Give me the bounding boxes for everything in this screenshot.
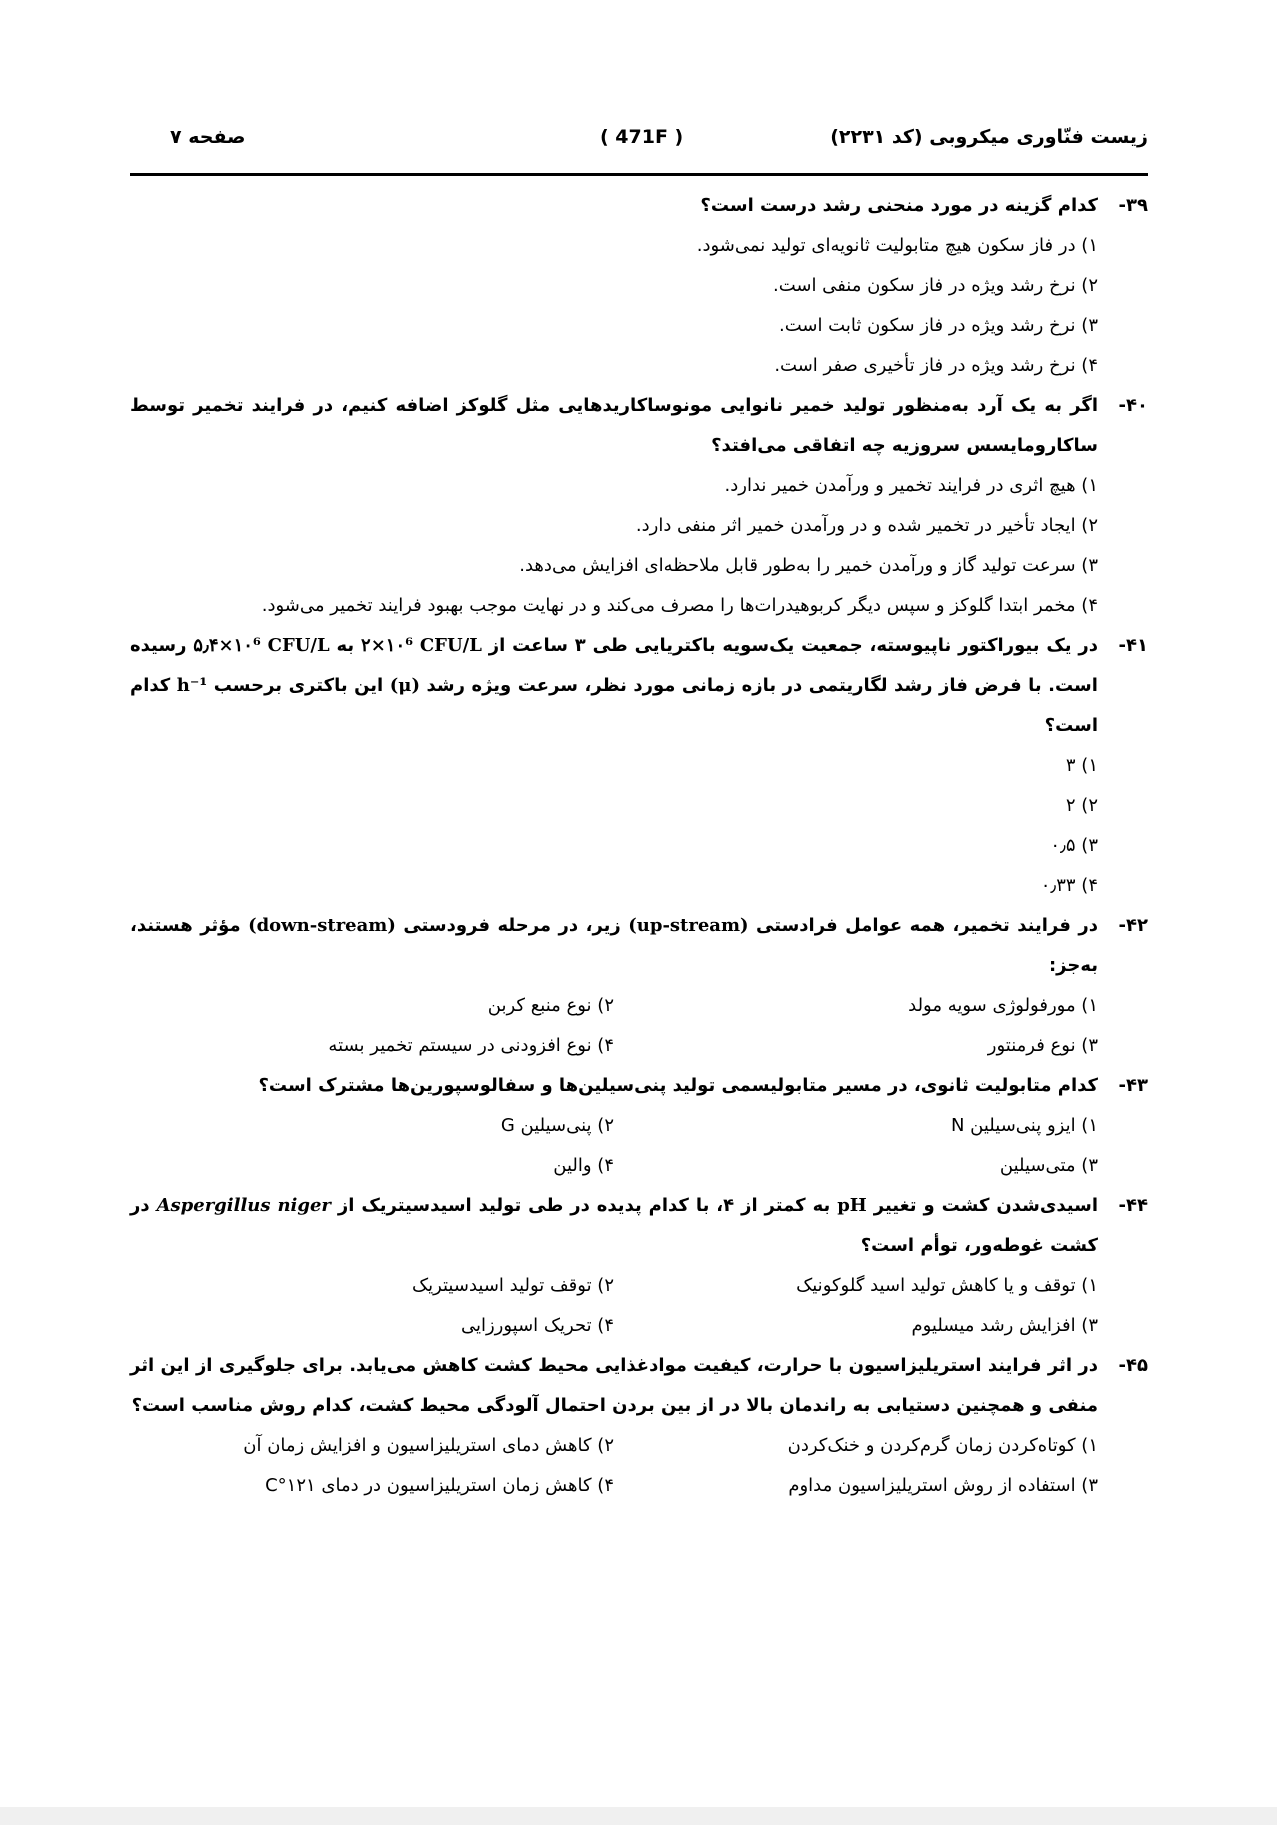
- mu-symbol: (μ): [389, 675, 420, 696]
- option-4[interactable]: ۴) مخمر ابتدا گلوکز و سپس دیگر کربوهیدرات‌ها را مصرف می‌کند و در نهایت موجب بهبود فرایند تخمیر می‌شود.: [261, 595, 1098, 616]
- option-2[interactable]: ۲) ۲: [1065, 795, 1098, 816]
- option-3[interactable]: ۳) استفاده از روش استریلیزاسیون مداوم: [788, 1475, 1098, 1496]
- option-2[interactable]: ۲) کاهش دمای استریلیزاسیون و افزایش زمان آن: [243, 1435, 614, 1456]
- stem-text: در کشت غوطه‌ور، توأم است؟: [130, 1195, 1098, 1256]
- question-number: ۳۹-: [1118, 195, 1148, 216]
- question-stem: کدام متابولیت ثانوی، در مسیر متابولیسمی تولید پنی‌سیلین‌ها و سفالوسپورین‌ها مشترک است؟: [258, 1075, 1098, 1096]
- stem-text: کدام است؟: [130, 675, 1098, 736]
- question-number: ۴۴-: [1118, 1195, 1148, 1216]
- options-row: [130, 1146, 1098, 1186]
- options-row: [130, 1306, 1098, 1346]
- stem-text: به: [336, 635, 355, 656]
- ph-term: pH: [837, 1195, 867, 1216]
- question-43: [130, 1066, 1148, 1186]
- stem-text: به کمتر از ۴، با کدام پدیده در طی تولید اسیدسیتریک از: [337, 1195, 831, 1216]
- option-4[interactable]: ۴) کاهش زمان استریلیزاسیون در دمای ۱۲۱°C: [265, 1475, 614, 1496]
- option-1[interactable]: ۱) در فاز سکون هیچ متابولیت ثانویه‌ای تولید نمی‌شود.: [696, 235, 1098, 256]
- option-2[interactable]: ۲) ایجاد تأخیر در تخمیر شده و در ورآمدن خمیر اثر منفی دارد.: [635, 515, 1098, 536]
- option-3[interactable]: ۳) متی‌سیلین: [999, 1155, 1098, 1176]
- stem-text: زیر، در مرحله فرودستی: [403, 915, 621, 936]
- question-stem: [130, 626, 1098, 746]
- question-40: [130, 386, 1148, 626]
- question-stem: در اثر فرایند استریلیزاسیون با حرارت، کیفیت موادغذایی محیط کشت کاهش می‌یابد. برای جلوگیری از این اثر منفی و همچنین دستیابی به راندمان بالا در از بین بردن احتمال آلودگی محیط کشت، کدام روش مناسب است؟: [130, 1355, 1098, 1416]
- option-2[interactable]: ۲) نوع منبع کربن: [487, 995, 614, 1016]
- option-1[interactable]: ۱) کوتاه‌کردن زمان گرم‌کردن و خنک‌کردن: [787, 1435, 1098, 1456]
- course-title: زیست فنّاوری میکروبی (کد ۲۲۳۱): [830, 126, 1148, 148]
- upstream-term: (up-stream): [628, 915, 749, 936]
- options-row: [130, 986, 1098, 1026]
- option-4[interactable]: ۴) والین: [553, 1155, 614, 1176]
- question-number: ۴۱-: [1118, 635, 1148, 656]
- option-1[interactable]: ۱) مورفولوژی سویه مولد: [908, 995, 1098, 1016]
- option-3[interactable]: ۳) افزایش رشد میسلیوم: [911, 1315, 1098, 1336]
- question-number: ۴۰-: [1118, 395, 1148, 416]
- final-concentration: ۵٫۴×۱۰⁶ CFU/L: [193, 635, 330, 656]
- options-row: [130, 1026, 1098, 1066]
- stem-text: رسیده است. با فرض فاز رشد لگاریتمی در بازه زمانی مورد نظر، سرعت ویژه رشد: [130, 635, 1098, 696]
- question-42: [130, 906, 1148, 1066]
- options-row: [130, 1106, 1098, 1146]
- bottom-strip: [0, 1807, 1277, 1825]
- option-4[interactable]: ۴) ۰٫۳۳: [1040, 875, 1098, 896]
- question-number: ۴۳-: [1118, 1075, 1148, 1096]
- stem-text: در یک بیوراکتور ناپیوسته، جمعیت یک‌سویه باکتریایی طی ۳ ساعت از: [488, 635, 1098, 656]
- page-header: [130, 118, 1148, 158]
- stem-text: این باکتری برحسب: [213, 675, 384, 696]
- options-row: [130, 1466, 1098, 1506]
- options-row: [130, 1266, 1098, 1306]
- question-number: ۴۵-: [1118, 1355, 1148, 1376]
- questions: [130, 186, 1148, 1506]
- stem-text: مؤثر هستند، به‌جز:: [130, 915, 1098, 976]
- option-1[interactable]: ۱) ۳: [1065, 755, 1098, 776]
- initial-concentration: ۲×۱۰⁶ CFU/L: [361, 635, 482, 656]
- organism-name: Aspergillus niger: [156, 1195, 331, 1216]
- option-1[interactable]: ۱) ایزو پنی‌سیلین N: [950, 1115, 1098, 1136]
- question-45: [130, 1346, 1148, 1506]
- rate-unit: h⁻¹: [176, 675, 208, 696]
- header-rule: [130, 173, 1148, 176]
- downstream-term: (down-stream): [248, 915, 396, 936]
- option-4[interactable]: ۴) تحریک اسپورزایی: [460, 1315, 614, 1336]
- option-2[interactable]: ۲) پنی‌سیلین G: [500, 1115, 614, 1136]
- question-44: [130, 1186, 1148, 1346]
- question-stem: [130, 1186, 1098, 1266]
- option-3[interactable]: ۳) ۰٫۵: [1050, 835, 1098, 856]
- option-2[interactable]: ۲) توقف تولید اسیدسیتریک: [411, 1275, 614, 1296]
- stem-text: در فرایند تخمیر، همه عوامل فرادستی: [756, 915, 1098, 936]
- question-41: [130, 626, 1148, 906]
- option-1[interactable]: ۱) توقف و یا کاهش تولید اسید گلوکونیک: [796, 1275, 1098, 1296]
- option-2[interactable]: ۲) نرخ رشد ویژه در فاز سکون منفی است.: [772, 275, 1098, 296]
- option-3[interactable]: ۳) سرعت تولید گاز و ورآمدن خمیر را به‌طور قابل ملاحظه‌ای افزایش می‌دهد.: [519, 555, 1098, 576]
- question-stem: اگر به یک آرد به‌منظور تولید خمیر نانوایی مونوساکاریدهایی مثل گلوکز اضافه کنیم، در فرایند تخمیر توسط ساکارومایسس سروزیه چه اتفاقی می‌افتد؟: [130, 395, 1098, 456]
- option-4[interactable]: ۴) نوع افزودنی در سیستم تخمیر بسته: [328, 1035, 614, 1056]
- option-3[interactable]: ۳) نوع فرمنتور: [987, 1035, 1098, 1056]
- question-stem: [130, 906, 1098, 986]
- options-row: [130, 1426, 1098, 1466]
- stem-text: اسیدی‌شدن کشت و تغییر: [873, 1195, 1098, 1216]
- question-39: [130, 186, 1148, 386]
- page-number: صفحه ۷: [170, 126, 246, 148]
- question-number: ۴۲-: [1118, 915, 1148, 936]
- booklet-code: ( 471F ): [600, 126, 684, 148]
- option-1[interactable]: ۱) هیچ اثری در فرایند تخمیر و ورآمدن خمیر ندارد.: [724, 475, 1098, 496]
- question-stem: کدام گزینه در مورد منحنی رشد درست است؟: [700, 195, 1098, 216]
- option-3[interactable]: ۳) نرخ رشد ویژه در فاز سکون ثابت است.: [778, 315, 1098, 336]
- option-4[interactable]: ۴) نرخ رشد ویژه در فاز تأخیری صفر است.: [774, 355, 1098, 376]
